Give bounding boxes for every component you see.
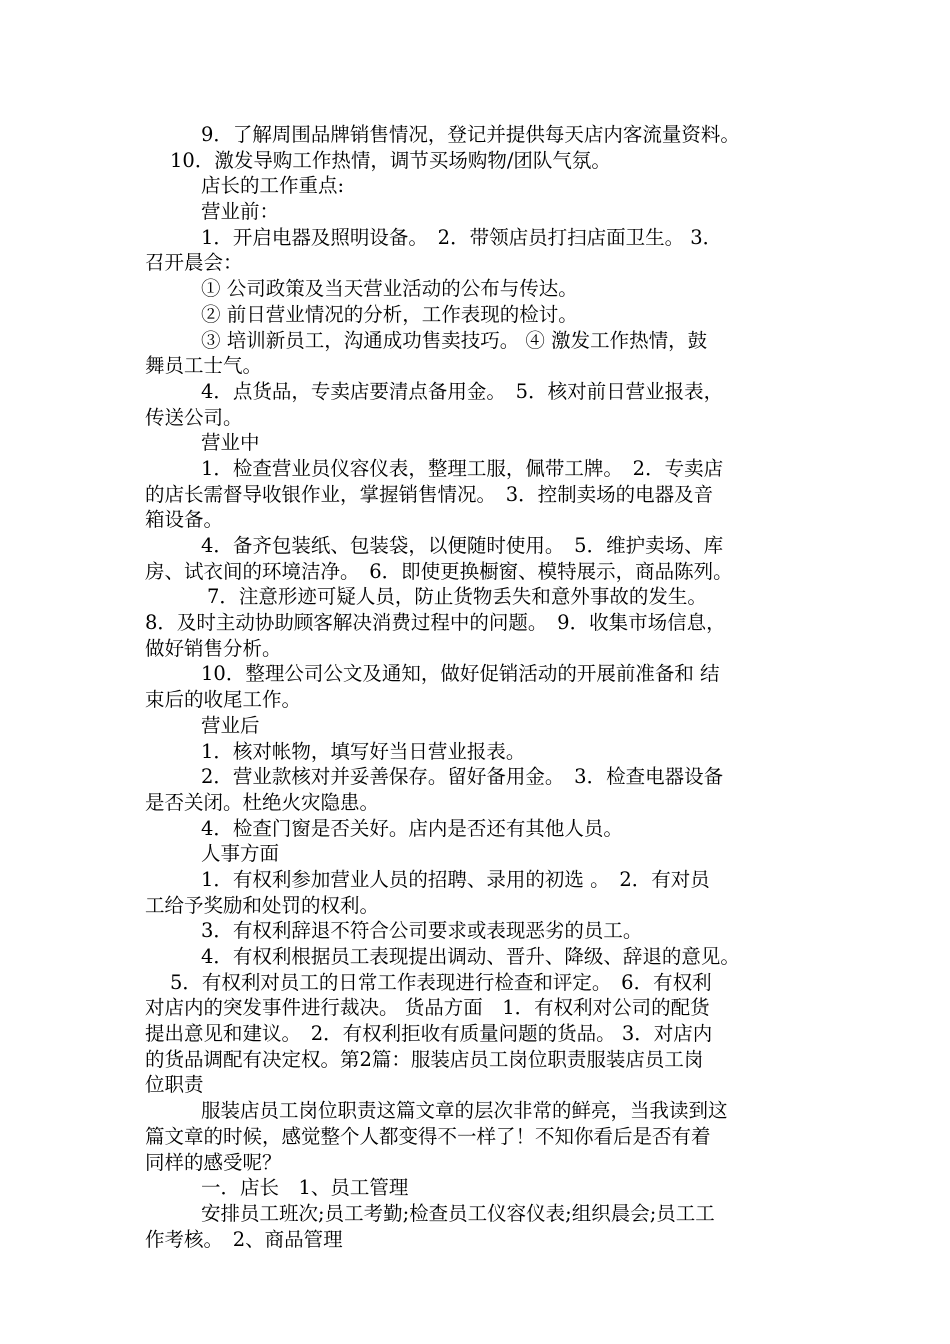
text-line: ② 前日营业情况的分析，工作表现的检讨。 — [201, 302, 578, 326]
text-line: 4．备齐包装纸、包装袋，以便随时使用。 5．维护卖场、库 — [201, 534, 724, 557]
text-line: ③ 培训新员工，沟通成功售卖技巧。 ④ 激发工作热情，鼓 — [201, 328, 708, 352]
text-line: 10．激发导购工作热情，调节买场购物/团队气氛。 — [170, 148, 611, 172]
document-body — [145, 122, 810, 1252]
section-heading: 一．店长 1、员工管理 — [201, 1176, 409, 1200]
text-line: 位职责 — [145, 1073, 204, 1097]
text-line: 的货品调配有决定权。第2篇：服装店员工岗位职责服装店员工岗 — [145, 1047, 704, 1071]
text-line: 是否关闭。杜绝火灾隐患。 — [145, 790, 380, 814]
text-line: 召开晨会： — [145, 251, 243, 275]
text-line: 3．有权利辞退不符合公司要求或表现恶劣的员工。 — [201, 919, 643, 943]
text-line: 10．整理公司公文及通知，做好促销活动的开展前准备和 结 — [201, 662, 720, 686]
text-line: 8．及时主动协助顾客解决消费过程中的问题。 9．收集市场信息， — [145, 611, 726, 635]
text-line: 的店长需督导收银作业，掌握销售情况。 3．控制卖场的电器及音 — [145, 482, 714, 506]
text-line: 传送公司。 — [145, 405, 243, 429]
text-line: 7．注意形迹可疑人员，防止货物丢失和意外事故的发生。 — [207, 585, 707, 609]
text-line: ① 公司政策及当天营业活动的公布与传达。 — [201, 277, 578, 301]
text-line: 1．开启电器及照明设备。 2．带领店员打扫店面卫生。 3． — [201, 225, 723, 249]
text-line: 工给予奖励和处罚的权利。 — [145, 893, 380, 917]
text-line: 5．有权利对员工的日常工作表现进行检查和评定。 6．有权利 — [170, 970, 712, 994]
text-line: 做好销售分析。 — [145, 636, 282, 660]
text-line: 4．有权利根据员工表现提出调动、晋升、降级、辞退的意见。 — [201, 945, 740, 968]
text-line: 4．检查门窗是否关好。店内是否还有其他人员。 — [201, 816, 623, 840]
text-line: 2．营业款核对并妥善保存。留好备用金。 3．检查电器设备 — [201, 765, 724, 789]
text-line: 篇文章的时候，感觉整个人都变得不一样了！不知你看后是否有着 — [145, 1124, 711, 1148]
section-heading: 营业中 — [201, 431, 260, 455]
section-heading: 人事方面 — [201, 842, 280, 866]
text-line: 对店内的突发事件进行裁决。 货品方面 1．有权利对公司的配货 — [145, 996, 710, 1020]
text-line: 舞员工士气。 — [145, 354, 263, 378]
text-line: 9．了解周围品牌销售情况，登记并提供每天店内客流量资料。 — [201, 123, 740, 146]
text-line: 1．有权利参加营业人员的招聘、录用的初选 。 2．有对员 — [201, 867, 710, 891]
text-line: 1．检查营业员仪容仪表，整理工服，佩带工牌。 2．专卖店 — [201, 456, 724, 480]
text-line: 束后的收尾工作。 — [145, 688, 302, 712]
text-line: 1．核对帐物，填写好当日营业报表。 — [201, 739, 526, 763]
section-heading: 店长的工作重点: — [201, 174, 345, 198]
text-line: 4．点货品，专卖店要清点备用金。 5．核对前日营业报表， — [201, 379, 724, 403]
section-heading: 营业后 — [201, 713, 260, 737]
text-line: 房、试衣间的环境洁净。 6．即使更换橱窗、模特展示，商品陈列。 — [145, 559, 733, 583]
text-line: 同样的感受呢？ — [145, 1150, 282, 1174]
text-line: 作考核。 2、商品管理 — [145, 1227, 343, 1251]
text-line: 提出意见和建议。 2．有权利拒收有质量问题的货品。 3．对店内 — [145, 1022, 713, 1046]
text-line: 服装店员工岗位职责这篇文章的层次非常的鲜亮，当我读到这 — [201, 1099, 728, 1123]
text-line: 安排员工班次;员工考勤;检查员工仪容仪表;组织晨会;员工工 — [201, 1201, 715, 1225]
text-line: 箱设备。 — [145, 508, 224, 532]
section-heading: 营业前： — [201, 200, 280, 224]
